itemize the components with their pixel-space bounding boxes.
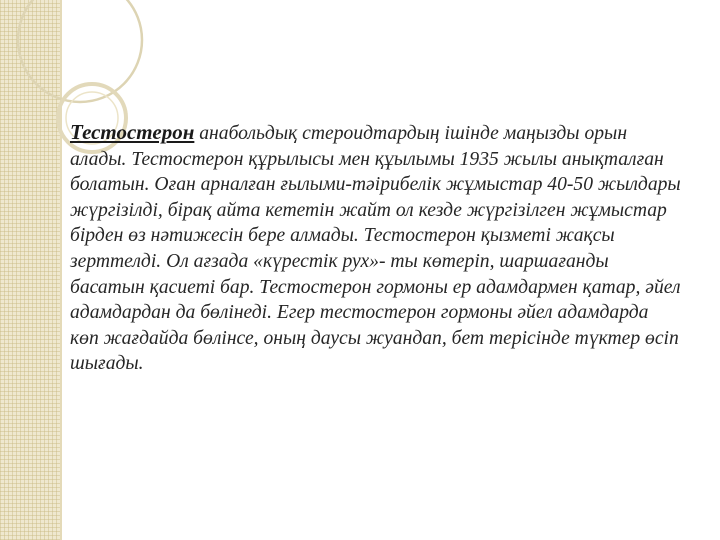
slide-body-paragraph (70, 120, 682, 377)
body-text: анабольдық стероидтардың ішінде маңызды орын алады. Тестостерон құрылысы мен құылымы 1935 жылы анықталған болатын. Оған арналған ғылыми-тәірибелік жұмыстар 40-50 жылдары жүргізілді, бірақ айта кететін жайт ол кезде жүргізілген жұмыстар бірден өз нәтижесін бере алмады. Тестостерон қызметі жақсы зерттелді. Ол ағзада «күрестік рух»- ты көтеріп, шаршағанды басатын қасиеті бар. Тестостерон гормоны ер адамдармен қатар, әйел адамдардан да бөлінеді. Егер тестостерон гормоны әйел адамдарда көп жағдайда бөлінсе, оның даусы жуандап, бет терісінде түктер өсіп шығады. (70, 123, 681, 375)
term-heading: Тестостерон (70, 120, 195, 144)
